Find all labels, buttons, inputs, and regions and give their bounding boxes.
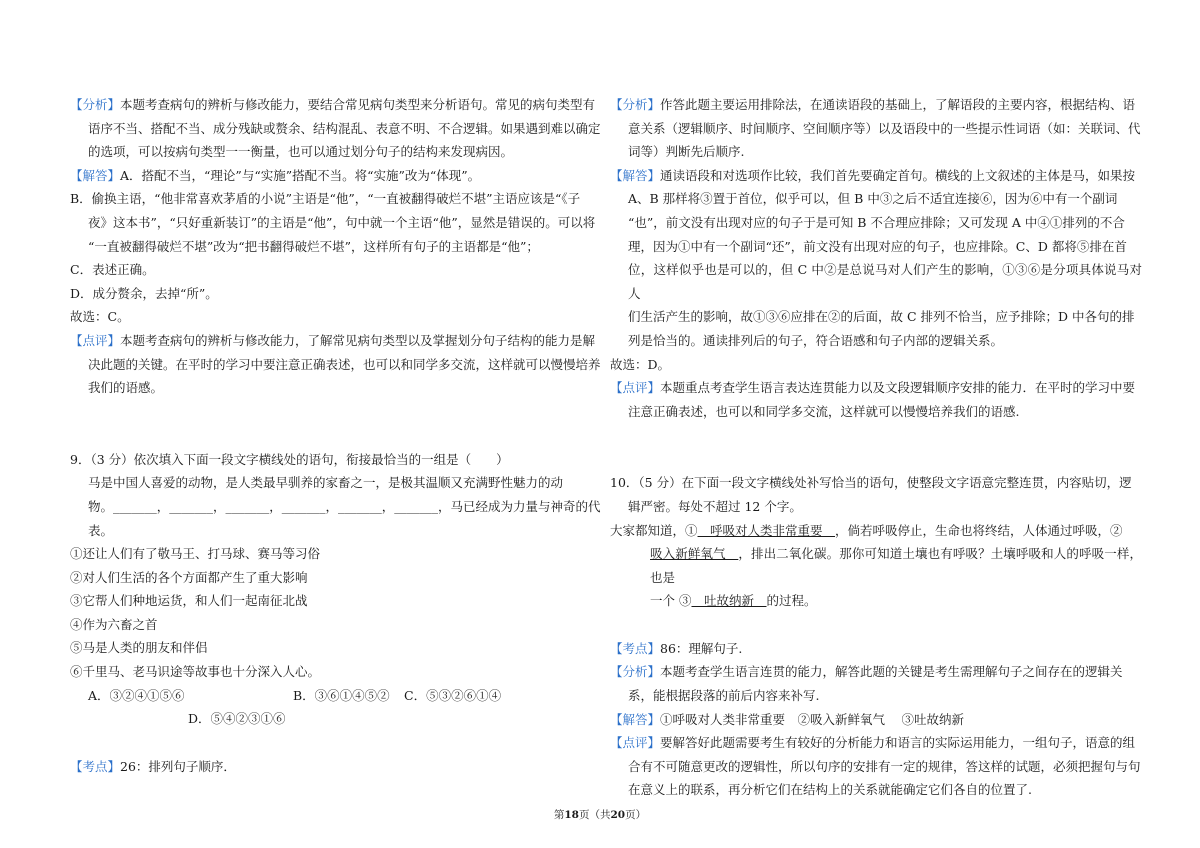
kaodian-para	[70, 755, 602, 779]
answer-tag: 【解答】	[610, 711, 661, 727]
text-line: D．成分赘余，去掉“所”。	[70, 285, 218, 301]
comment-tag: 【点评】	[610, 380, 661, 396]
passage-text: 的过程。	[766, 593, 817, 609]
answer-para	[70, 164, 602, 188]
text-line: 要解答好此题需要考生有较好的分析能力和语言的实际运用能力，一组句子，语意的组	[660, 735, 1136, 751]
option-c: C．⑤③②⑥①④	[404, 687, 502, 703]
question-10-stem: 10．（5 分）在下面一段文字横线处补写恰当的语句，使整段文字语意完整连贯，内容贴切，逻	[610, 475, 1132, 491]
answer-blank-3: 吐故纳新	[691, 593, 767, 609]
question-9-passage: 物。_______，_______，_______，_______，_______，_______，马已经成为力量与神奇的代	[88, 498, 601, 514]
text-line: 决此题的关键。在平时的学习中要注意正确表述，也可以和同学多交流，这样就可以慢慢培养	[88, 356, 601, 372]
answer-blank-2: 吸入新鲜氧气	[650, 546, 739, 562]
option-a: A．③②④①⑤⑥	[88, 687, 185, 703]
question-10-stem: 辑严密。每处不超过 12 个字。	[628, 498, 802, 514]
text-line: 本题重点考查学生语言表达连贯能力以及文段逻辑顺序安排的能力．在平时的学习中要	[660, 380, 1136, 396]
comment-tag: 【点评】	[610, 735, 661, 751]
question-9-item: ③它帮人们种地运货，和人们一起南征北战	[70, 593, 308, 609]
text-line: B．偷换主语，“他非常喜欢茅盾的小说”主语是“他”，“一直被翻得破烂不堪”主语应该是“《子	[70, 191, 581, 207]
comment-para	[610, 376, 1142, 400]
text-line: 本题考查病句的辨析与修改能力，要结合常见病句类型来分析语句。常见的病句类型有	[120, 97, 596, 112]
text-line: 意关系（逻辑顺序、时间顺序、空间顺序等）以及语段中的一些提示性词语（如：关联词、代	[628, 120, 1141, 136]
analysis-tag: 【分析】	[610, 97, 661, 112]
text-line: 夜》这本书”，“只好重新装订”的主语是“他”，句中就一个主语“他”，显然是错误的。可以将	[88, 214, 596, 230]
total-pages: 20	[610, 809, 626, 821]
passage-text: ，倘若呼吸停止，生命也将终结，人体通过呼吸，②	[835, 522, 1123, 538]
text-line: 们生活产生的影响，故①③⑥应排在②的后面，故 C 排列不恰当，应予排除；D 中各句的排	[628, 309, 1135, 325]
analysis-para	[610, 93, 1142, 117]
text-line: 系，能根据段落的前后内容来补写.	[628, 688, 820, 704]
passage-text: ，排出二氧化碳。那你可知道土壤也有呼吸？土壤呼吸和人的呼吸一样，也是	[650, 546, 1142, 585]
option-b: B．③⑥①④⑤②	[293, 687, 390, 703]
question-9-passage: 马是中国人喜爱的动物，是人类最早驯养的家畜之一，是极其温顺又充满野性魅力的动	[88, 475, 564, 491]
text-line: 86：理解句子.	[660, 640, 743, 656]
choose-line: 故选：D。	[610, 356, 671, 372]
answer-tag: 【解答】	[610, 167, 661, 183]
answer-blank-1: 呼吸对人类非常重要	[697, 522, 836, 538]
text-line: 理，因为①中有一个副词“还”，前文没有出现对应的句子，也应排除。C、D 都将⑤排在首	[628, 238, 1127, 254]
question-9-item: ①还让人们有了敬马王、打马球、赛马等习俗	[70, 546, 321, 562]
answer-para	[610, 708, 1142, 732]
question-9-stem: 9．（3 分）依次填入下面一段文字横线处的语句，衔接最恰当的一组是（ ）	[70, 451, 509, 467]
question-9-item: ④作为六畜之首	[70, 616, 158, 632]
text-line: “一直被翻得破烂不堪”改为“把书翻得破烂不堪”，这样所有句子的主语都是“他”；	[88, 238, 539, 254]
text-line: 注意正确表述，也可以和同学多交流，这样就可以慢慢培养我们的语感.	[628, 403, 1020, 419]
analysis-tag: 【分析】	[610, 664, 661, 680]
analysis-para	[610, 660, 1142, 684]
page-number: 18	[564, 809, 579, 821]
question-9-item: ⑤马是人类的朋友和伴侣	[70, 640, 208, 656]
comment-tag: 【点评】	[70, 332, 121, 348]
footer-text: 第	[553, 809, 565, 821]
text-line: 本题考查病句的辨析与修改能力，了解常见病句类型以及掌握划分句子结构的能力是解	[120, 332, 596, 348]
analysis-para	[70, 93, 602, 117]
text-line: 我们的语感。	[88, 380, 164, 396]
text-line: 的选项，可以按病句类型一一衡量，也可以通过划分句子的结构来发现病因。	[88, 144, 514, 160]
question-9-passage: 表。	[88, 522, 114, 538]
question-9-item: ②对人们生活的各个方面都产生了重大影响	[70, 569, 308, 585]
text-line: 通读语段和对选项作比较，我们首先要确定首句。横线的上文叙述的主体是马，如果按	[660, 167, 1136, 183]
text-line: 位，这样似乎也是可以的，但 C 中②是总说马对人们产生的影响，①③⑥是分项具体说马对人	[628, 262, 1142, 301]
footer-text: 页（共	[579, 809, 611, 821]
text-line: 作答此题主要运用排除法，在通读语段的基础上，了解语段的主要内容，根据结构、语	[660, 97, 1136, 112]
comment-para	[70, 329, 602, 353]
footer-text: 页）	[625, 809, 647, 821]
option-d: D．⑤④②③①⑥	[188, 711, 286, 727]
text-line: 语序不当、搭配不当、成分残缺或赘余、结构混乱、表意不明、不合逻辑。如果遇到难以确定	[88, 120, 601, 136]
answer-para	[610, 164, 1142, 188]
text-line: 本题考查学生语言连贯的能力，解答此题的关键是考生需理解句子之间存在的逻辑关	[660, 664, 1123, 680]
text-line: ①呼吸对人类非常重要 ②吸入新鲜氧气 ③吐故纳新	[660, 711, 964, 727]
left-column	[70, 93, 602, 778]
kaodian-tag: 【考点】	[70, 758, 121, 774]
text-line: A．搭配不当，“理论”与“实施”搭配不当。将“实施”改为“体现”。	[120, 167, 481, 183]
comment-para	[610, 731, 1142, 755]
kaodian-tag: 【考点】	[610, 640, 661, 656]
text-line: 合有不可随意更改的逻辑性，所以句序的安排有一定的规律，答这样的试题，必须把握句与句	[628, 758, 1141, 774]
question-10-passage	[610, 542, 1142, 589]
answer-tag: 【解答】	[70, 167, 121, 183]
passage-text: 一个 ③	[650, 593, 692, 609]
text-line: 在意义上的联系，再分析它们在结构上的关系就能确定它们各自的位置了.	[628, 782, 1032, 798]
text-line: C．表述正确。	[70, 262, 155, 278]
question-10-passage	[610, 589, 1142, 613]
right-column	[610, 93, 1142, 802]
text-line: 列是恰当的。通读排列后的句子，符合语感和句子内部的逻辑关系。	[628, 332, 1004, 348]
kaodian-para	[610, 637, 1142, 661]
question-9-options	[70, 684, 602, 731]
text-line: 26：排列句子顺序．	[120, 758, 236, 774]
choose-line: 故选：C。	[70, 309, 130, 325]
question-9-item: ⑥千里马、老马识途等故事也十分深入人心。	[70, 664, 321, 680]
analysis-tag: 【分析】	[70, 97, 121, 112]
page-footer	[0, 807, 1200, 822]
question-10-passage	[610, 519, 1142, 543]
passage-text: 大家都知道，①	[610, 522, 698, 538]
text-line: 词等）判断先后顺序.	[628, 144, 745, 160]
text-line: A、B 那样将③置于首位，似乎可以，但 B 中③之后不适宜连接⑥，因为⑥中有一个副词	[628, 191, 1118, 207]
text-line: “也”，前文没有出现对应的句子于是可知 B 不合理应排除；又可发现 A 中④①排列的不合	[628, 214, 1125, 230]
